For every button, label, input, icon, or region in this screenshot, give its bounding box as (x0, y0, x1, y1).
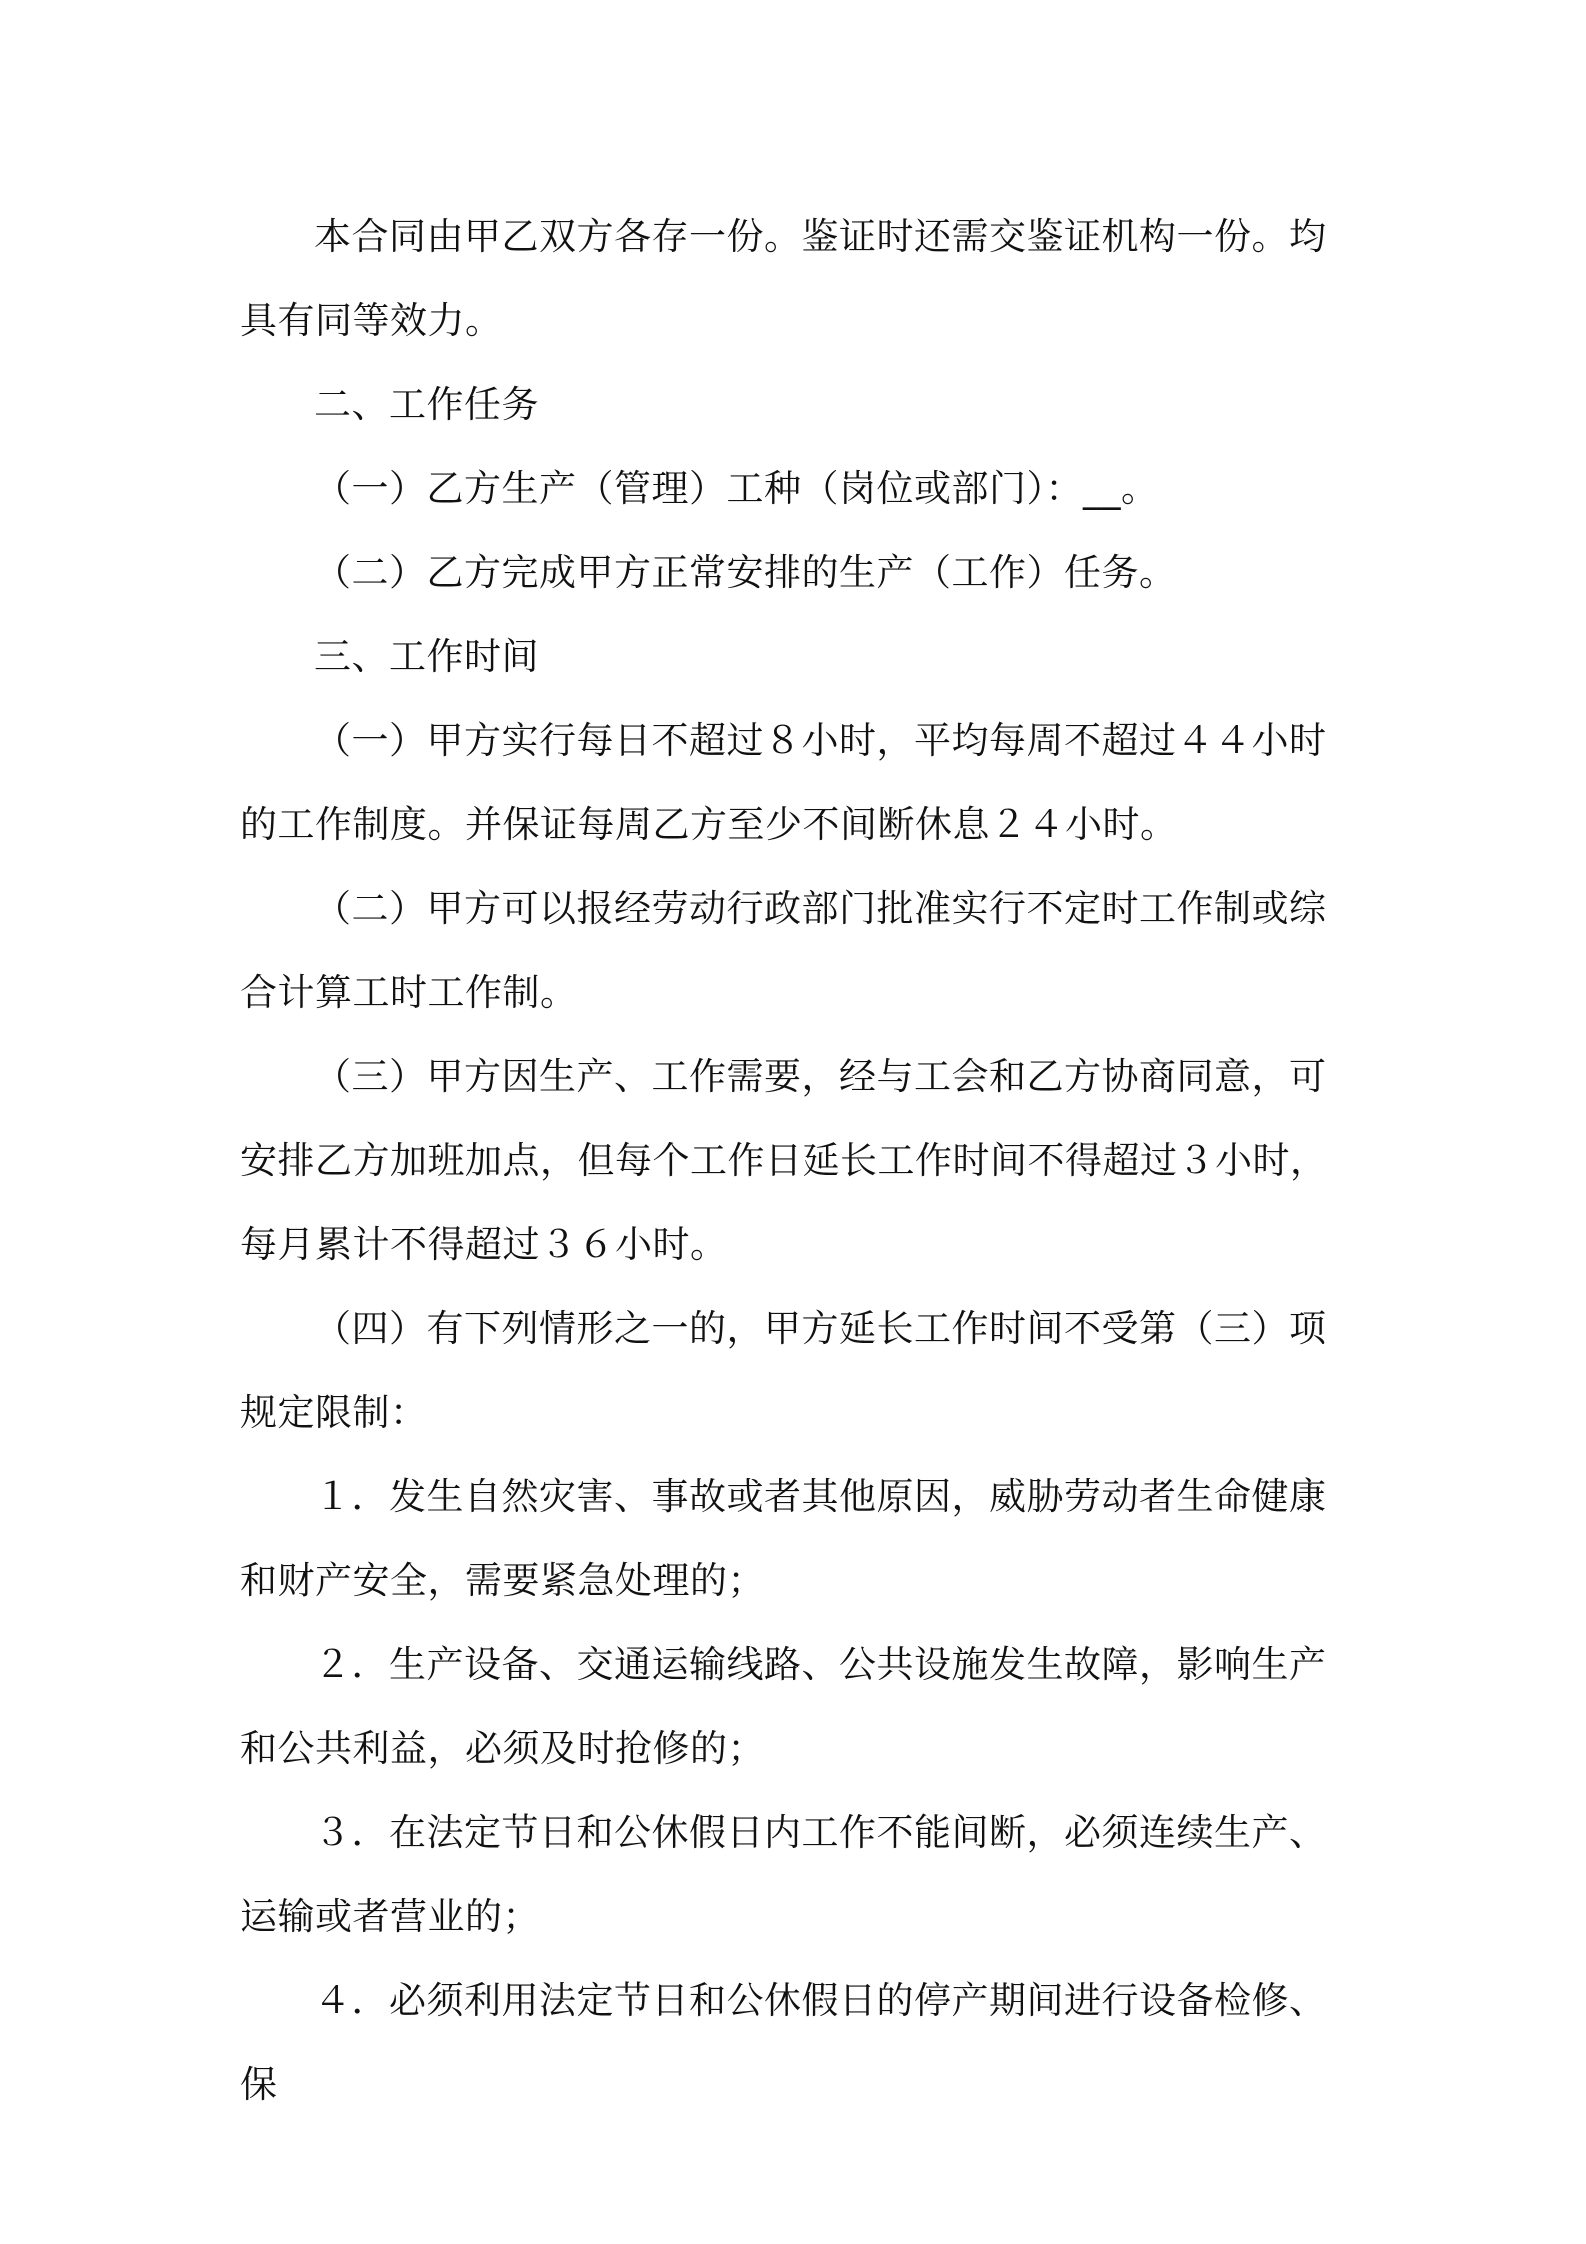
paragraph-hours-1: （一）甲方实行每日不超过８小时，平均每周不超过４４小时的工作制度。并保证每周乙方至少不间断休息２４小时。 (240, 719, 1327, 846)
paragraph-hours-3: （三）甲方因生产、工作需要，经与工会和乙方协商同意，可安排乙方加班加点，但每个工作日延长工作时间不得超过３小时，每月累计不得超过３６小时。 (240, 1055, 1328, 1266)
list-item-1: １．发生自然灾害、事故或者其他原因，威胁劳动者生命健康和财产安全，需要紧急处理的； (240, 1475, 1327, 1602)
paragraph-task-2: （二）乙方完成甲方正常安排的生产（工作）任务。 (314, 551, 1177, 594)
paragraph-hours-2: （二）甲方可以报经劳动行政部门批准实行不定时工作制或综合计算工时工作制。 (240, 887, 1327, 1014)
paragraph-hours-4: （四）有下列情形之一的，甲方延长工作时间不受第（三）项规定限制： (240, 1307, 1327, 1434)
list-item-3: ３．在法定节日和公休假日内工作不能间断，必须连续生产、运输或者营业的； (240, 1811, 1327, 1938)
paragraph-copies-clause: 本合同由甲乙双方各存一份。鉴证时还需交鉴证机构一份。均具有同等效力。 (240, 215, 1327, 342)
list-item-2: ２．生产设备、交通运输线路、公共设施发生故障，影响生产和公共利益，必须及时抢修的； (240, 1643, 1327, 1770)
paragraph-task-1: （一）乙方生产（管理）工种（岗位或部门）：__。 (314, 467, 1159, 510)
section-heading-work-tasks: 二、工作任务 (314, 383, 539, 426)
document-body (240, 195, 1362, 2127)
section-heading-work-hours: 三、工作时间 (314, 635, 539, 678)
list-item-4: ４．必须利用法定节日和公休假日的停产期间进行设备检修、保 (240, 1979, 1327, 2106)
